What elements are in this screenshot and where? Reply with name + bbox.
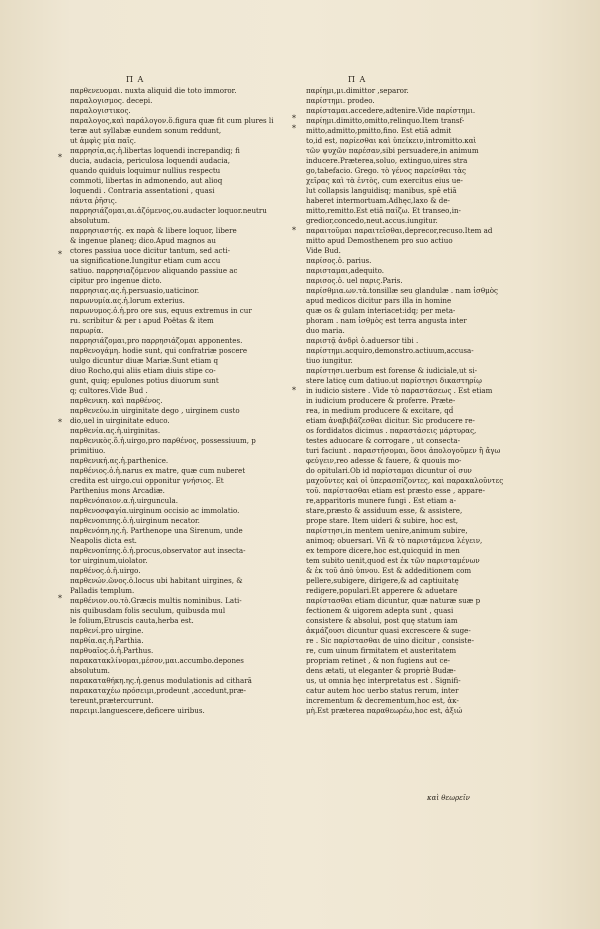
text-line: ex tempore dicere,hoc est,quicquid in men (306, 546, 460, 555)
text-line: absolutum. (70, 666, 110, 675)
text-line: παρθενευομαι. nuxta aliquid die toto immoror. (70, 86, 237, 95)
text-line: παρθενία.ας.ἡ.uirginitas. (70, 426, 161, 435)
text-line: παρθενοπίπης.ὁ.ἡ.procus,observator aut insecta- (70, 546, 246, 555)
text-line: παρίημι.dimitto,omitto,relinquo.Item transf- (306, 116, 465, 125)
text-line: consistere & absolui, post quę statum iam (306, 616, 458, 625)
text-line: prope stare. Item uideri & subire, hoc est, (306, 516, 459, 525)
text-line: uulgo dicuntur diuæ Mariæ.Sunt etiam q (70, 356, 219, 365)
text-line: παραλογιστικος. (70, 106, 131, 115)
text-line: us, ut omnia hęc interpretatus est . Signifi- (306, 676, 461, 685)
asterisk-mark: * (292, 386, 296, 395)
text-line: le folium,Etruscis cauta,herba est. (70, 616, 194, 625)
text-line: παρθενική.ας.ἡ.parthenice. (70, 456, 169, 465)
text-line: re, cum uinum firmitatem et austeritatem (306, 646, 457, 655)
text-line: lut collapsis languidisq; manibus, spē etiā (306, 186, 457, 195)
text-line: παρθένος.ὁ.ἡ.uirgo. (70, 566, 141, 575)
text-line: duo maria. (306, 326, 345, 335)
text-line: παρρησιαστής. ex παρὰ & libere loquor, libere (70, 226, 237, 235)
text-line: ru. scribitur & per ı apud Poëtas & item (70, 316, 214, 325)
text-line: παρίστησι.uerbum est forense & iudiciale,ut si- (306, 366, 478, 375)
text-line: παρθενικὸς.ὅ.ἡ.uirgo,pro παρθένος, possessiuum, p (70, 436, 256, 445)
text-line: παρίστημι. prodeo. (306, 96, 375, 105)
text-line (306, 716, 518, 726)
text-line: παρισταμαι,adequito. (306, 266, 384, 275)
text-line: gunt, quiq; epulones potius diuorum sunt (70, 376, 219, 385)
text-line: παρίσθμια.ων.τὰ.tonsillæ seu glandulæ . nam ἰσθμὸς (306, 286, 498, 295)
text-line: φεύγειν,reo adesse & fauere, & quouis mo- (306, 456, 462, 465)
text-line: re,apparitoris munere fungi . Est etiam a- (306, 496, 457, 505)
left-text-column (70, 86, 282, 716)
text-line: gredior,concedo,neut.accus.iungitur. (306, 216, 438, 225)
text-line: παρθία.ας.ἡ.Parthia. (70, 636, 144, 645)
text-line: mitto,admitto,pmitto,fino. Est etiā admit (306, 126, 452, 135)
asterisk-mark: * (58, 153, 62, 162)
text-line: παρρησιάζομαι,αι.ἀζόμενος,ου.audacter loquor.neutru (70, 206, 267, 215)
text-line: παρρησία,ας.ἡ.libertas loquendi increpandiq; fi (70, 146, 240, 155)
text-line: inducere.Præterea,soluo, extinguo,uires stra (306, 156, 468, 165)
text-line: παρακαταχέω πρόσειμι,prodeunt ,accedunt,præ- (70, 686, 247, 695)
running-head-right: Π Α (348, 75, 367, 84)
text-line: in iudicio sistere . Vide τὸ παραστάσεως . Est etiam (306, 386, 493, 395)
text-line: παρθενοσφαγία.uirginum occisio ac immolatio. (70, 506, 240, 515)
text-line: παρθένιον.ου.τὸ.Græcis multis nominibus. Lati- (70, 596, 242, 605)
text-line: mitto apud Demosthenem pro suo actiuo (306, 236, 453, 245)
asterisk-mark: * (292, 114, 296, 123)
text-line: propriam retinet , & non fugiens aut ce- (306, 656, 451, 665)
text-line: satiuo. παρρησιαζόμενον aliquando passiue ac (70, 266, 238, 275)
text-line: παρθενόπαιον.α.ἡ.uirguncula. (70, 496, 178, 505)
text-line: tereunt,prætercurrunt. (70, 696, 154, 705)
text-line: παρρησιας.ας.ἡ.persuasio,uaticinor. (70, 286, 200, 295)
text-line: παρθενικη. καὶ παρθένος. (70, 396, 163, 405)
text-line: παρίστησι,in mentem uenire,animum subire, (306, 526, 468, 535)
text-line: παρειμι.languescere,deficere uiribus. (70, 706, 205, 715)
text-line: etiam ἀναβιβάζεσθαι dicitur. Sic producere re- (306, 416, 475, 425)
text-line: Vide Bud. (306, 246, 341, 255)
text-line: τῶν ψυχῶν παρέσαν,sibi persuadere,in animum (306, 146, 479, 155)
text-line: παριστᾷ ἀνδρὶ ὁ.aduersor tibi . (306, 336, 419, 345)
text-line: apud medicos dicitur pars illa in homine (306, 296, 452, 305)
text-line: παρωνυμος.ὁ.ἡ.pro ore sus, equus extremus in cur (70, 306, 252, 315)
text-line: os fordidatos dicimus . παραστάσεις μάρτυρας, (306, 426, 477, 435)
text-line: quando quiduis loquimur nullius respectu (70, 166, 221, 175)
text-line: mitto,remitto.Est etiā παίζω. Et transeo,in- (306, 206, 461, 215)
text-line: Palladis templum. (70, 586, 135, 595)
text-line: diuo Rocho,qui aliis etiam diuis stipe co- (70, 366, 216, 375)
text-line: παρθενοπιπης.ὁ.ἡ.uirginum necator. (70, 516, 200, 525)
text-line: to,id est, παρίεσθαι καὶ ὑπείκειν,intromitto.καὶ (306, 136, 477, 145)
text-line: παρωρία. (70, 326, 104, 335)
text-line: quæ os & gulam interiacet:idq; per meta- (306, 306, 456, 315)
text-line: ἀκμάζουσι dicuntur quasi excrescere & suge- (306, 626, 471, 635)
text-line: παρθενόπη.ης.ἡ. Parthenope una Sirenum, unde (70, 526, 243, 535)
text-line: nis quibusdam folis seculum, quibusda mul (70, 606, 226, 615)
text-line: phoram . nam ἰσθμὸς est terra angusta inter (306, 316, 467, 325)
text-line: ut ἀμφὶς μία παῖς. (70, 136, 136, 145)
text-line: teræ aut syllabæ eundem sonum reddunt, (70, 126, 222, 135)
text-line: παρακαταθήκη.ης.ἡ.genus modulationis ad citharā (70, 676, 252, 685)
text-line: παρακατακλίνομαι,μέσον,μαι.accumbo.depones (70, 656, 244, 665)
text-line: fectionem & uigorem adepta sunt , quasi (306, 606, 454, 615)
text-line: tiuo iungitur. (306, 356, 353, 365)
text-line: stere laticę cum datiuo.ut παρίστησι δικαστηρίῳ (306, 376, 482, 385)
text-line: παρίημι,μι.dimittor ,separor. (306, 86, 409, 95)
text-line: rea, in medium producere & excitare, qḋ (306, 406, 454, 415)
text-line: credita est uirgo.cui opponitur γνήσιος. Et (70, 476, 224, 485)
catchword: καὶ θεωρεῖν (427, 794, 470, 802)
text-line: Parthenius mons Arcadiæ. (70, 486, 165, 495)
text-line: παρθενί.pro uirgine. (70, 626, 144, 635)
text-line: παρωνυμία.ας.ἡ.lorum exterius. (70, 296, 185, 305)
asterisk-mark: * (58, 594, 62, 603)
text-line: commoti, libertas in admonendo, aut alioq (70, 176, 223, 185)
text-line: pellere,subigere, dirigere,& ad captiuitatę (306, 576, 459, 585)
text-line: Neapolis dicta est. (70, 536, 137, 545)
text-line: q; cultores.Vide Bud . (70, 386, 148, 395)
text-line: primitiuo. (70, 446, 106, 455)
text-line: dens ætati, ut eleganter & propriè Budæ- (306, 666, 456, 675)
running-head-left: Π Α (126, 75, 145, 84)
text-line: παρθένιος.ὁ.ἡ.narus ex matre, quæ cum nuberet (70, 466, 246, 475)
text-line: go,tabefacio. Grego. τὸ γένος παρείσθαι τὰς (306, 166, 466, 175)
text-line: παραλογος,καὶ παράλογον.ὅ.figura quæ fit cum plures li (70, 116, 274, 125)
text-line: ctores passiua uoce dicitur tantum, sed acti- (70, 246, 230, 255)
text-line: παραλογισμος. decepi. (70, 96, 153, 105)
text-line: πάντα ῥῆσις. (70, 196, 118, 205)
text-line: haberet intermortuam.Adhęc,laxo & de- (306, 196, 450, 205)
text-line: μαχοῦντες καὶ οἱ ὑπερασπίζοντες, καὶ παρακαλοῦντες (306, 476, 504, 485)
asterisk-mark: * (58, 250, 62, 259)
text-line: παρθενεύω.in uirginitate dego , uirginem custo (70, 406, 240, 415)
text-line: tem subito uenit,quod est ἐκ τῶν παρισταμένων (306, 556, 480, 565)
text-line: παρθυαῖος.ὁ.ἡ.Parthus. (70, 646, 154, 655)
text-line: tor uirginum,uiolator. (70, 556, 148, 565)
text-line: dio,uel in uirginitate educo. (70, 416, 170, 425)
text-line: testes aduocare & corrogare , ut consecta- (306, 436, 461, 445)
text-line: incrementum & decrementum,hoc est, ἀκ- (306, 696, 459, 705)
text-line: do opitulari.Ob id παρίσταμαι dicuntur οἱ συν (306, 466, 472, 475)
text-line: παρίστασθαι etiam dicuntur, quæ naturæ suæ p (306, 596, 481, 605)
text-line: παρισος.ὁ. uel παρις.Paris. (306, 276, 403, 285)
text-line: παρίσταμαι.accedere,adtenire.Vide παρίστημι. (306, 106, 476, 115)
text-line: & ἐκ τοῦ ἀπὸ ὑπνου. Est & addeditionem com (306, 566, 472, 575)
text-line: re . Sic παρίστασθαι de uino dicitur , consiste- (306, 636, 474, 645)
asterisk-mark: * (292, 226, 296, 235)
text-line: παρρησιάζομαι,pro παρρησιάζομαι apponentes. (70, 336, 243, 345)
text-line: χεῖρας καὶ τὰ ἐντὸς, cum exercitus eius ue- (306, 176, 463, 185)
asterisk-mark: * (292, 124, 296, 133)
text-line: cipitur pro ingenue dicto. (70, 276, 162, 285)
text-line: παρίσος.ὁ. parius. (306, 256, 372, 265)
text-line: & ingenue planeq; dico.Apud magnos au (70, 236, 216, 245)
asterisk-mark: * (58, 418, 62, 427)
text-line: ua significatione.Iungitur etiam cum accu (70, 256, 221, 265)
text-line: animoq; obuersari. Vñ & τὸ παριστάμενα λέγειν, (306, 536, 483, 545)
text-line: catur autem hoc uerbo status rerum, inter (306, 686, 459, 695)
text-line: παρθενών.ῶνος.ὁ.locus ubi habitant uirgines, & (70, 576, 243, 585)
text-line: turi faciunt . παραστήσομαι, ὅσοι ἀπολογοῦμεν ἢ ἄγω (306, 446, 501, 455)
text-line: redigere,populari.Et apperere & aduetare (306, 586, 458, 595)
text-line: loquendi . Contraria assentationi , quasi (70, 186, 215, 195)
text-line: ducia, audacia, periculosa loquendi audacia, (70, 156, 231, 165)
text-line: absolutum. (70, 216, 110, 225)
text-line: stare,præsto & assiduum esse, & assistere, (306, 506, 463, 515)
text-line: παρθενογάμη. hodie sunt, qui confratriæ poscere (70, 346, 248, 355)
text-line: μὴ.Est præterea παραθεωρέω,hoc est, ἀξιώ (306, 706, 463, 715)
right-text-column (306, 86, 518, 726)
text-line: τοῦ. παρίστασθαι etiam est præsto esse , appare- (306, 486, 485, 495)
text-line: παραιτοῦμαι παραιτεῖσθαι,deprecor,recuso.Item ad (306, 226, 493, 235)
text-line: in iudicium producere & proferre. Præte- (306, 396, 456, 405)
text-line: παρίστημι.acquiro,demonstro.actiuum,accusa- (306, 346, 474, 355)
